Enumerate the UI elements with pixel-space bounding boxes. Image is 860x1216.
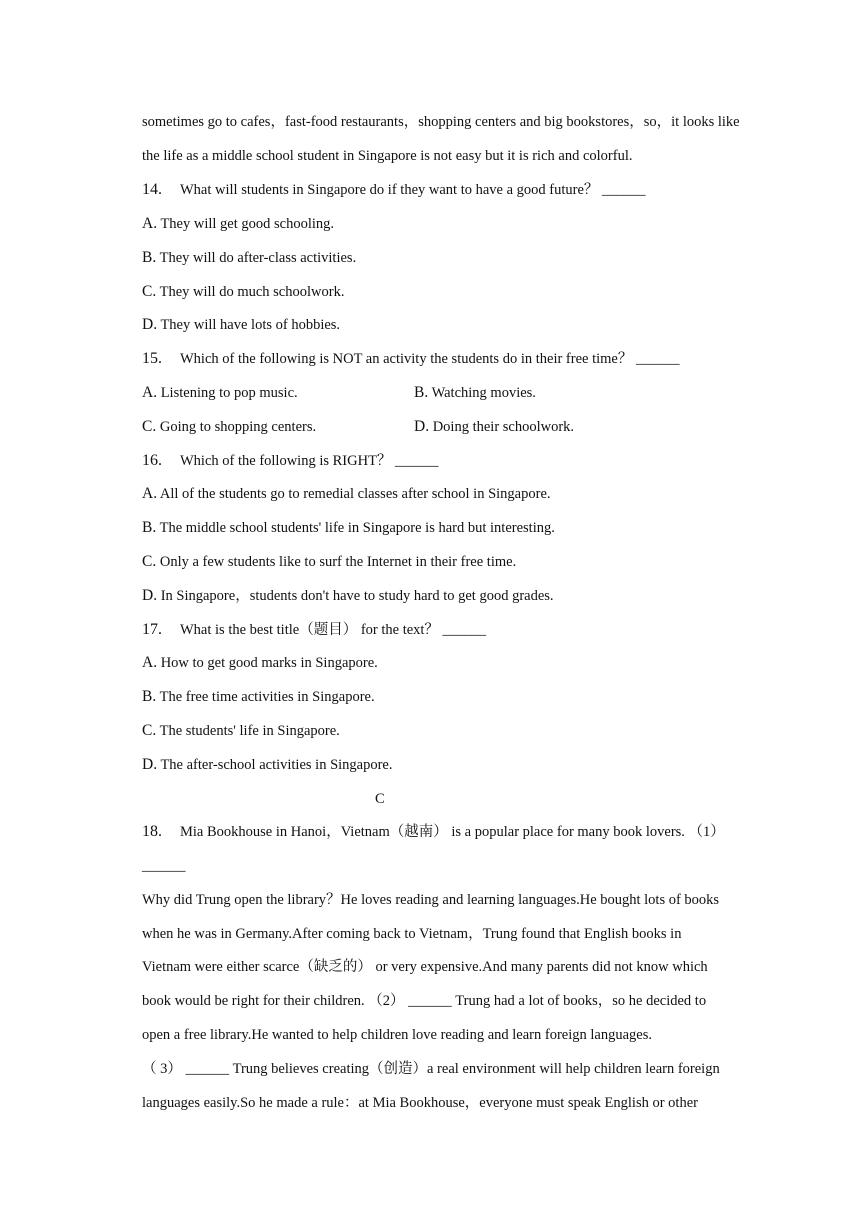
question-16: [142, 451, 439, 471]
question-18: [142, 822, 725, 842]
option-text: They will do much schoolwork.: [159, 284, 345, 300]
option-text: Watching movies.: [431, 385, 536, 401]
option-a[interactable]: [142, 383, 298, 403]
question-number: 15.: [142, 350, 162, 367]
option-text: All of the students go to remedial classes after school in Singapore.: [159, 486, 551, 502]
passage-line: （ 3） ______ Trung believes creating（创造）a real environment will help children learn foreign: [142, 1061, 720, 1077]
option-a[interactable]: [142, 653, 378, 673]
option-c[interactable]: [142, 552, 516, 572]
option-a[interactable]: [142, 214, 334, 234]
option-letter: A.: [142, 485, 158, 502]
passage-line: sometimes go to cafes，fast-food restaurants，shopping centers and big bookstores，so，it looks like: [142, 114, 740, 130]
option-letter: C.: [142, 283, 157, 300]
section-label: C: [375, 791, 385, 807]
option-letter: D.: [142, 587, 158, 604]
question-17: [142, 620, 486, 640]
question-text: What will students in Singapore do if they want to have a good future？ ______: [180, 182, 646, 198]
question-15: [142, 349, 679, 369]
passage-line: the life as a middle school student in Singapore is not easy but it is rich and colorful.: [142, 148, 633, 164]
option-text: Listening to pop music.: [160, 385, 298, 401]
passage-line: Vietnam were either scarce（缺乏的） or very expensive.And many parents did not know which: [142, 959, 708, 975]
option-letter: C.: [142, 553, 157, 570]
option-text: The free time activities in Singapore.: [159, 689, 375, 705]
question-number: 14.: [142, 181, 162, 198]
answer-blank[interactable]: ______: [142, 858, 186, 874]
option-b[interactable]: [142, 687, 375, 707]
question-number: 18.: [142, 823, 162, 840]
question-text: Which of the following is NOT an activity the students do in their free time？ ______: [180, 351, 680, 367]
option-letter: D.: [414, 418, 430, 435]
question-number: 17.: [142, 621, 162, 638]
option-d[interactable]: [142, 586, 554, 606]
option-text: They will do after-class activities.: [159, 250, 357, 266]
option-letter: D.: [142, 756, 158, 773]
option-text: The middle school students' life in Singapore is hard but interesting.: [159, 520, 555, 536]
option-letter: B.: [142, 688, 157, 705]
option-letter: C.: [142, 418, 157, 435]
passage-line: languages easily.So he made a rule：at Mia Bookhouse，everyone must speak English or other: [142, 1095, 698, 1111]
option-text: The after-school activities in Singapore.: [160, 757, 393, 773]
option-b[interactable]: [414, 383, 536, 403]
question-text: What is the best title（题目） for the text？ ______: [180, 622, 487, 638]
question-number: 16.: [142, 452, 162, 469]
option-b[interactable]: [142, 518, 555, 538]
option-c[interactable]: [142, 721, 340, 741]
passage-line: book would be right for their children. （2） ______ Trung had a lot of books，so he decided to: [142, 993, 707, 1009]
option-letter: B.: [142, 249, 157, 266]
option-text: They will get good schooling.: [160, 216, 335, 232]
option-text: Doing their schoolwork.: [432, 419, 575, 435]
option-text: The students' life in Singapore.: [159, 723, 340, 739]
option-d[interactable]: [142, 755, 393, 775]
passage-line: open a free library.He wanted to help children love reading and learn foreign languages.: [142, 1027, 652, 1043]
option-text: Only a few students like to surf the Internet in their free time.: [159, 554, 517, 570]
option-b[interactable]: [142, 248, 356, 268]
option-letter: A.: [142, 215, 158, 232]
question-14: [142, 180, 646, 200]
question-text: Which of the following is RIGHT？ ______: [180, 453, 439, 469]
option-text: How to get good marks in Singapore.: [160, 655, 378, 671]
passage-line: when he was in Germany.After coming back to Vietnam，Trung found that English books in: [142, 926, 682, 942]
option-letter: B.: [142, 519, 157, 536]
question-text: Mia Bookhouse in Hanoi，Vietnam（越南） is a popular place for many book lovers. （1）: [180, 824, 725, 840]
option-text: In Singapore，students don't have to study hard to get good grades.: [160, 588, 554, 604]
option-d[interactable]: [142, 315, 340, 335]
option-letter: A.: [142, 654, 158, 671]
option-letter: A.: [142, 384, 158, 401]
option-c[interactable]: [142, 417, 316, 437]
option-a[interactable]: [142, 484, 551, 504]
option-text: They will have lots of hobbies.: [160, 317, 341, 333]
option-letter: C.: [142, 722, 157, 739]
option-c[interactable]: [142, 282, 344, 302]
option-text: Going to shopping centers.: [159, 419, 317, 435]
passage-line: Why did Trung open the library？He loves reading and learning languages.He bought lots of books: [142, 892, 720, 908]
option-d[interactable]: [414, 417, 574, 437]
option-letter: D.: [142, 316, 158, 333]
option-letter: B.: [414, 384, 429, 401]
